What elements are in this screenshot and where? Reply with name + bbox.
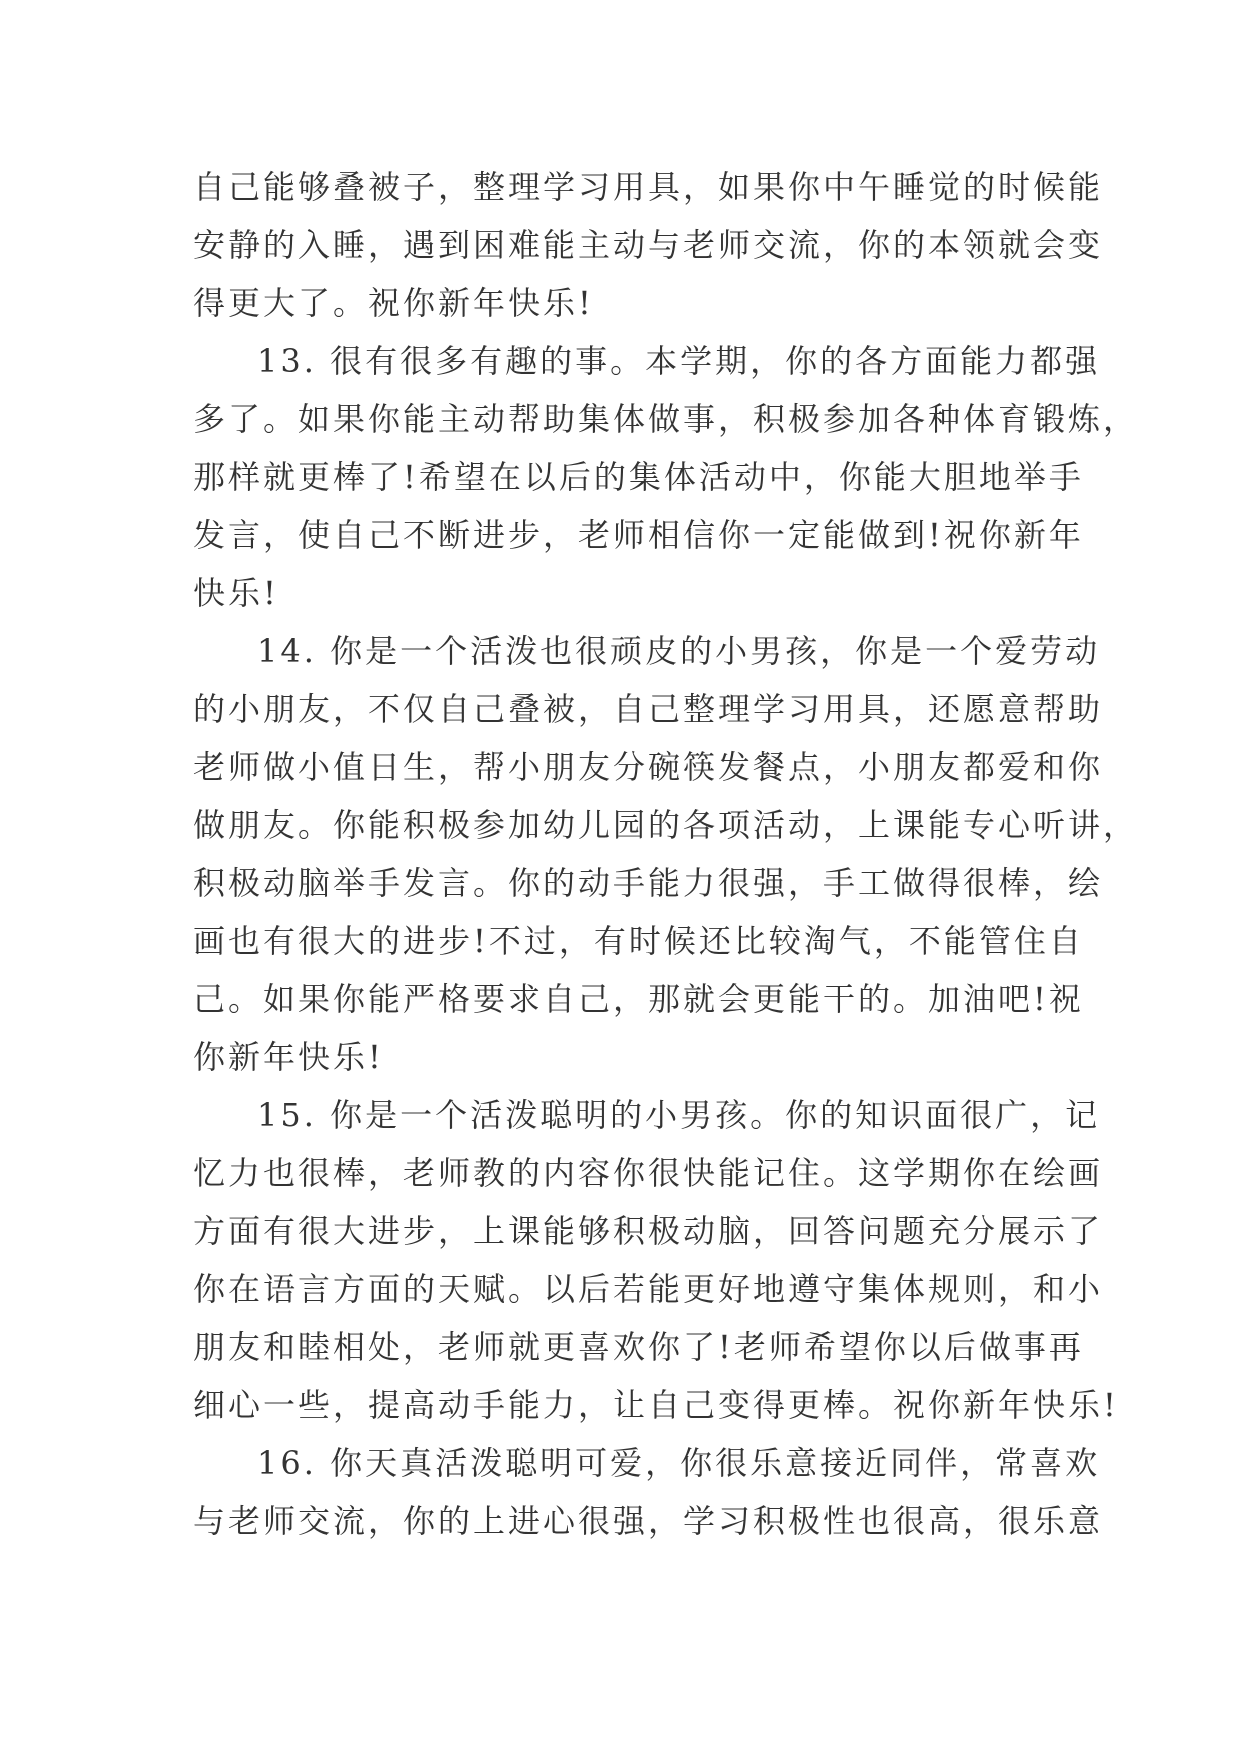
text-line: 快乐! xyxy=(193,574,279,612)
text-line: 积极动脑举手发言。你的动手能力很强，手工做得很棒，绘 xyxy=(193,864,1104,902)
text-line: 发言，使自己不断进步，老师相信你一定能做到!祝你新年 xyxy=(193,516,1084,554)
text-line: 老师做小值日生，帮小朋友分碗筷发餐点，小朋友都爱和你 xyxy=(193,748,1104,786)
paragraph-12-continued xyxy=(193,158,1104,332)
text-line: 的小朋友，不仅自己叠被，自己整理学习用具，还愿意帮助 xyxy=(193,690,1104,728)
text-line: 13. 很有很多有趣的事。本学期，你的各方面能力都强 xyxy=(257,342,1101,380)
text-line: 你在语言方面的天赋。以后若能更好地遵守集体规则，和小 xyxy=(193,1270,1104,1308)
text-line: 15. 你是一个活泼聪明的小男孩。你的知识面很广，记 xyxy=(257,1096,1101,1134)
text-line: 你新年快乐! xyxy=(193,1038,384,1076)
text-line: 14. 你是一个活泼也很顽皮的小男孩，你是一个爱劳动 xyxy=(257,632,1101,670)
text-line: 方面有很大进步，上课能够积极动脑，回答问题充分展示了 xyxy=(193,1212,1104,1250)
text-line: 画也有很大的进步!不过，有时候还比较淘气，不能管住自 xyxy=(193,922,1084,960)
text-line: 忆力也很棒，老师教的内容你很快能记住。这学期你在绘画 xyxy=(193,1154,1104,1192)
text-line: 做朋友。你能积极参加幼儿园的各项活动，上课能专心听讲， xyxy=(193,806,1139,844)
text-line: 多了。如果你能主动帮助集体做事，积极参加各种体育锻炼， xyxy=(193,400,1139,438)
paragraph-13 xyxy=(193,332,1139,622)
paragraph-14 xyxy=(193,622,1139,1086)
text-line: 那样就更棒了!希望在以后的集体活动中，你能大胆地举手 xyxy=(193,458,1084,496)
text-line: 安静的入睡，遇到困难能主动与老师交流，你的本领就会变 xyxy=(193,226,1104,264)
text-line: 与老师交流，你的上进心很强，学习积极性也很高，很乐意 xyxy=(193,1502,1104,1540)
text-line: 己。如果你能严格要求自己，那就会更能干的。加油吧!祝 xyxy=(193,980,1084,1018)
text-line: 自己能够叠被子，整理学习用具，如果你中午睡觉的时候能 xyxy=(193,168,1104,206)
text-line: 得更大了。祝你新年快乐! xyxy=(193,284,594,322)
text-line: 细心一些，提高动手能力，让自己变得更棒。祝你新年快乐! xyxy=(193,1386,1119,1424)
paragraph-16 xyxy=(193,1434,1104,1550)
document-body xyxy=(193,158,1139,1550)
text-line: 16. 你天真活泼聪明可爱，你很乐意接近同伴，常喜欢 xyxy=(257,1444,1101,1482)
text-line: 朋友和睦相处，老师就更喜欢你了!老师希望你以后做事再 xyxy=(193,1328,1084,1366)
paragraph-15 xyxy=(193,1086,1119,1434)
